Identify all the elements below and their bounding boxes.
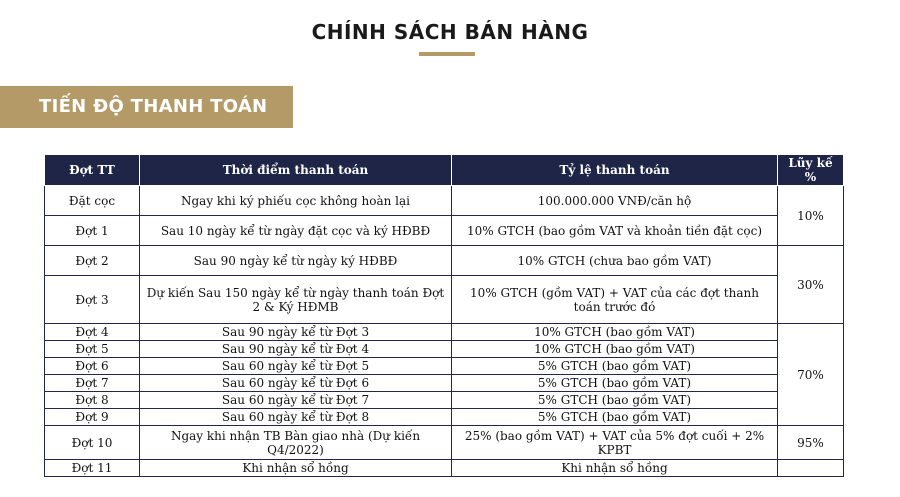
table-row	[45, 358, 844, 375]
time-cell: Sau 60 ngày kể từ Đợt 5	[140, 358, 452, 375]
phase-cell: Đợt 10	[45, 426, 140, 460]
table-row	[45, 186, 844, 216]
time-cell: Sau 60 ngày kể từ Đợt 6	[140, 375, 452, 392]
phase-cell: Đợt 6	[45, 358, 140, 375]
table-header-row	[45, 155, 844, 186]
cumulative-cell: 10%	[778, 186, 844, 246]
phase-cell: Đợt 2	[45, 246, 140, 276]
table-row	[45, 324, 844, 341]
rate-cell: 25% (bao gồm VAT) + VAT của 5% đợt cuối + 2% KPBT	[452, 426, 778, 460]
cumulative-cell: 30%	[778, 246, 844, 324]
rate-cell: 10% GTCH (bao gồm VAT)	[452, 324, 778, 341]
table-row	[45, 276, 844, 324]
table-row	[45, 216, 844, 246]
rate-cell: Khi nhận sổ hồng	[452, 460, 778, 477]
time-cell: Sau 60 ngày kể từ Đợt 7	[140, 392, 452, 409]
rate-cell: 10% GTCH (chưa bao gồm VAT)	[452, 246, 778, 276]
cumulative-cell: 95%	[778, 426, 844, 460]
time-cell: Sau 90 ngày kể từ ngày ký HĐBĐ	[140, 246, 452, 276]
rate-cell: 5% GTCH (bao gồm VAT)	[452, 392, 778, 409]
payment-schedule-table	[44, 154, 844, 477]
table-row	[45, 426, 844, 460]
table-row	[45, 460, 844, 477]
header-rate: Tỷ lệ thanh toán	[452, 155, 778, 186]
page-title: CHÍNH SÁCH BÁN HÀNG	[311, 20, 589, 44]
phase-cell: Đợt 3	[45, 276, 140, 324]
cumulative-cell: 70%	[778, 324, 844, 426]
rate-cell: 5% GTCH (bao gồm VAT)	[452, 375, 778, 392]
rate-cell: 10% GTCH (gồm VAT) + VAT của các đợt thanh toán trước đó	[452, 276, 778, 324]
table-row	[45, 409, 844, 426]
phase-cell: Đợt 11	[45, 460, 140, 477]
header-cumulative: Lũy kế %	[778, 155, 844, 186]
table-row	[45, 246, 844, 276]
phase-cell: Đợt 9	[45, 409, 140, 426]
header-phase: Đợt TT	[45, 155, 140, 186]
phase-cell: Đợt 8	[45, 392, 140, 409]
time-cell: Dự kiến Sau 150 ngày kể từ ngày thanh toán Đợt 2 & Ký HĐMB	[140, 276, 452, 324]
table-row	[45, 341, 844, 358]
time-cell: Sau 60 ngày kể từ Đợt 8	[140, 409, 452, 426]
section-title: TIẾN ĐỘ THANH TOÁN	[39, 96, 268, 117]
rate-cell: 10% GTCH (bao gồm VAT)	[452, 341, 778, 358]
phase-cell: Đợt 5	[45, 341, 140, 358]
rate-cell: 5% GTCH (bao gồm VAT)	[452, 409, 778, 426]
rate-cell: 100.000.000 VNĐ/căn hộ	[452, 186, 778, 216]
table-row	[45, 392, 844, 409]
cumulative-cell-empty	[778, 460, 844, 477]
time-cell: Sau 10 ngày kể từ ngày đặt cọc và ký HĐBĐ	[140, 216, 452, 246]
rate-cell: 10% GTCH (bao gồm VAT và khoản tiền đặt cọc)	[452, 216, 778, 246]
phase-cell: Đợt 4	[45, 324, 140, 341]
phase-cell: Đợt 7	[45, 375, 140, 392]
phase-cell: Đợt 1	[45, 216, 140, 246]
phase-cell: Đặt cọc	[45, 186, 140, 216]
table-row	[45, 375, 844, 392]
time-cell: Sau 90 ngày kể từ Đợt 3	[140, 324, 452, 341]
header-time: Thời điểm thanh toán	[140, 155, 452, 186]
time-cell: Sau 90 ngày kể từ Đợt 4	[140, 341, 452, 358]
time-cell: Ngay khi nhận TB Bàn giao nhà (Dự kiến Q4/2022)	[140, 426, 452, 460]
time-cell: Ngay khi ký phiếu cọc không hoàn lại	[140, 186, 452, 216]
rate-cell: 5% GTCH (bao gồm VAT)	[452, 358, 778, 375]
time-cell: Khi nhận sổ hồng	[140, 460, 452, 477]
title-underline	[419, 52, 475, 56]
